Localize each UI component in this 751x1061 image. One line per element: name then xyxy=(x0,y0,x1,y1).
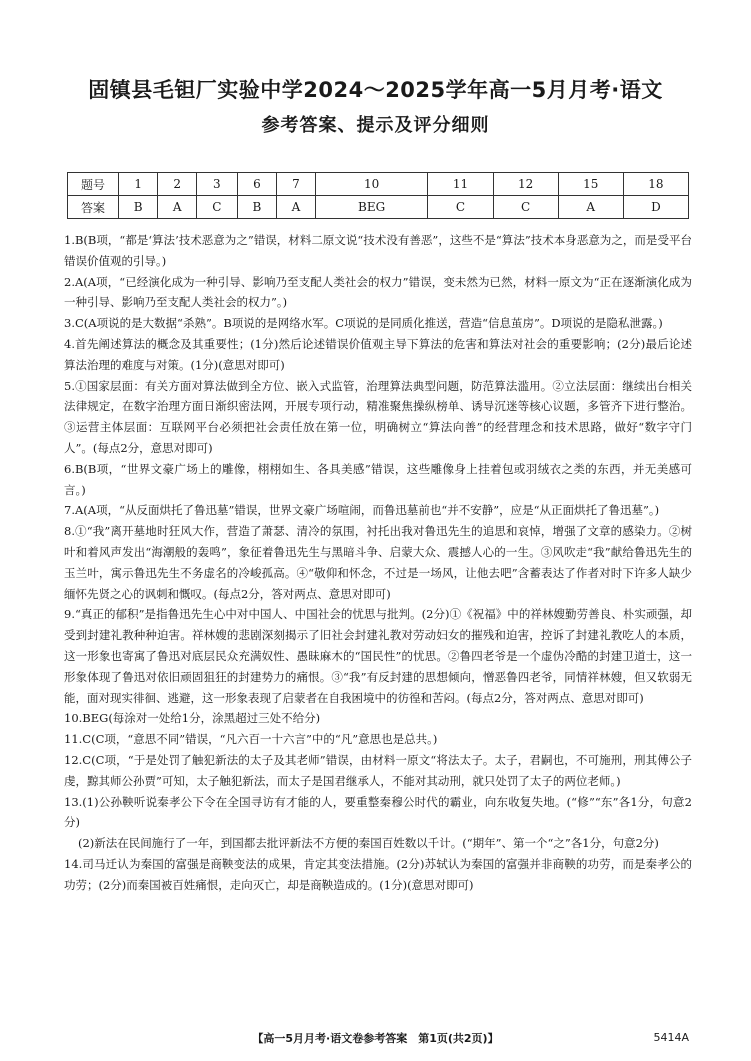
page-title: 固镇县毛钽厂实验中学2024～2025学年高一5月月考·语文 xyxy=(88,78,663,102)
page-footer: 【高一5月月考·语文卷参考答案 第1页(共2页)】 xyxy=(252,1032,499,1045)
question-number: 6 xyxy=(237,173,276,196)
answer-item-9: 9.“真正的郁积”是指鲁迅先生心中对中国人、中国社会的忧思与批判。(2分)①《祝福》中的祥林嫂勤劳善良、朴实顽强，却受到封建礼教种种迫害。祥林嫂的悲剧深刻揭示了旧社会封建礼教对劳动妇女的摧残和迫害，控诉了封建礼教吃人的本质，这一形象也寄寓了鲁迅对底层民众充满奴性、愚昧麻木的“国民性”的忧思。②鲁四老爷是一个虚伪冷酷的封建卫道士，这一形象体现了鲁迅对依旧顽固狙狂的封建势力的痛恨。③“我”有反封建的思想倾向，憎恶鲁四老爷，同情祥林嫂，但又软弱无能，面对现实徘徊、逃避，这一形象表现了启蒙者在自我困境中的彷徨和苦闷。(每点2分，答对两点、意思对即可) xyxy=(64,607,692,705)
page-subtitle: 参考答案、提示及评分细则 xyxy=(261,115,490,136)
answer-cell: C xyxy=(197,196,238,219)
question-number: 1 xyxy=(119,173,158,196)
question-number: 10 xyxy=(315,173,428,196)
answer-table xyxy=(67,172,689,219)
answer-cell: D xyxy=(623,196,688,219)
answer-cell: B xyxy=(119,196,158,219)
answer-item-2: 2.A(A项，“已经演化成为一种引导、影响乃至支配人类社会的权力”错误，变未然为已然，材料一原文为“正在逐渐演化成为一种引导、影响乃至支配人类社会的权力”。) xyxy=(64,274,692,310)
answer-cell: B xyxy=(237,196,276,219)
question-number: 18 xyxy=(623,173,688,196)
answer-table-question-row xyxy=(68,173,689,196)
answer-cell: C xyxy=(493,196,558,219)
answer-cell: A xyxy=(158,196,197,219)
answer-item-3: 3.C(A项说的是大数据“杀熟”。B项说的是网络水军。C项说的是同质化推送，营造“信息茧房”。D项说的是隐私泄露。) xyxy=(64,316,663,331)
question-number: 15 xyxy=(558,173,623,196)
answer-item-7: 7.A(A项，“从反面烘托了鲁迅墓”错误，世界文豪广场喧闹，而鲁迅墓前也“并不安静”，应是“从正面烘托了鲁迅墓”。) xyxy=(64,503,660,518)
answer-item-4: 4.首先阐述算法的概念及其重要性；(1分)然后论述错误价值观主导下算法的危害和算法对社会的重要影响；(2分)最后论述算法治理的难度与对策。(1分)(意思对即可) xyxy=(64,336,692,372)
question-number: 11 xyxy=(428,173,493,196)
answer-item-11: 11.C(C项，“意思不同”错误，“凡六百一十六言”中的“凡”意思也是总共。) xyxy=(64,732,438,747)
question-row-label: 题号 xyxy=(68,173,119,196)
answer-table-answer-row xyxy=(68,196,689,219)
answer-cell: A xyxy=(558,196,623,219)
question-number: 12 xyxy=(493,173,558,196)
answer-item-10: 10.BEG(每涂对一处给1分，涂黑超过三处不给分) xyxy=(64,711,321,726)
question-number: 3 xyxy=(197,173,238,196)
answer-item-12: 12.C(C项，“于是处罚了触犯新法的太子及其老师”错误，由材料一原文“将法太子。太子，君嗣也，不可施刑，刑其傅公子虔，黥其师公孙贾”可知，太子触犯新法，而太子是国君继承人，不能对其动刑，就只处罚了太子的两位老师。) xyxy=(64,752,692,788)
answer-item-5: 5.①国家层面：有关方面对算法做到全方位、嵌入式监管，治理算法典型问题，防范算法滥用。②立法层面：继续出台相关法律规定，在数字治理方面日渐织密法网，开展专项行动，精准聚焦操纵榜单、诱导沉迷等核心议题，多管齐下进行整治。③运营主体层面：互联网平台必须把社会责任放在第一位，明确树立“算法向善”的经营理念和技术思路，做好“数字守门人”。(每点2分，意思对即可) xyxy=(64,378,692,455)
answer-item-14: 14.司马迁认为秦国的富强是商鞅变法的成果，肯定其变法措施。(2分)苏轼认为秦国的富强并非商鞅的功劳，而是秦孝公的功劳；(2分)而秦国被百姓痛恨，走向灭亡，却是商鞅造成的。(1分)(意思对即可) xyxy=(64,856,692,892)
answer-item-1: 1.B(B项，“都是‘算法’技术恶意为之”错误，材料二原文说“技术没有善恶”，这些不是“算法”技术本身恶意为之，而是受平台错误价值观的引导。) xyxy=(64,233,692,268)
answer-cell: BEG xyxy=(315,196,428,219)
answer-item-13-2: (2)新法在民间施行了一年，到国都去批评新法不方便的秦国百姓数以千计。(“期年”、第一个“之”各1分，句意2分) xyxy=(78,836,659,851)
answer-cell: C xyxy=(428,196,493,219)
question-number: 7 xyxy=(277,173,316,196)
answer-row-label: 答案 xyxy=(68,196,119,219)
question-number: 2 xyxy=(158,173,197,196)
answer-item-13-1: 13.(1)公孙鞅听说秦孝公下令在全国寻访有才能的人，要重整秦穆公时代的霸业，向东收复失地。(“修”“东”各1分，句意2分) xyxy=(64,794,692,830)
answer-cell: A xyxy=(277,196,316,219)
document-code: 5414A xyxy=(653,1031,689,1044)
answer-explanations xyxy=(64,230,692,896)
answer-item-6: 6.B(B项，“世界文豪广场上的雕像，栩栩如生、各具美感”错误，这些雕像身上挂着包或羽绒衣之类的东西，并无美感可言。) xyxy=(64,461,692,497)
answer-item-8: 8.①“我”离开墓地时狂风大作，营造了萧瑟、清冷的氛围，衬托出我对鲁迅先生的追思和哀悼，增强了文章的感染力。②树叶和着风声发出“海潮般的轰鸣”，象征着鲁迅先生与黑暗斗争、启蒙大众、震撼人心的一生。③风吹走“我”献给鲁迅先生的玉兰叶，寓示鲁迅先生不务虚名的冷峻孤高。④“敬仰和怀念，不过是一场风，让他去吧”含蓄表达了作者对时下许多人缺少缅怀先贤之心的讽刺和慨叹。(每点2分，答对两点、意思对即可) xyxy=(64,524,692,601)
